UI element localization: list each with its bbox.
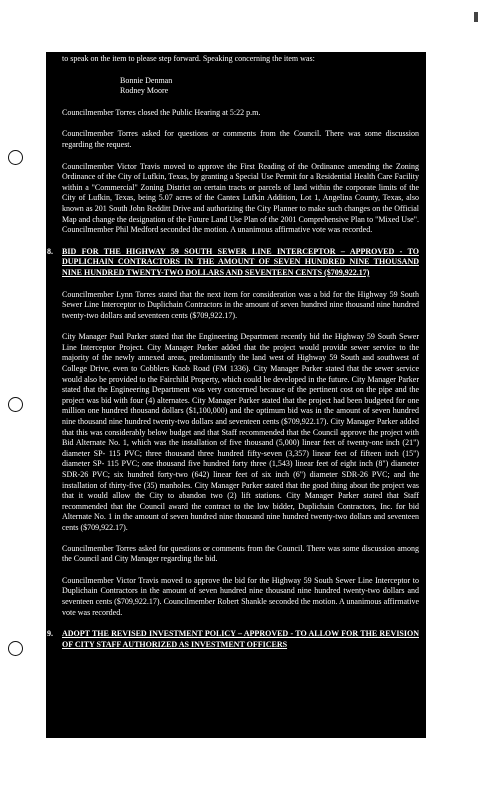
punch-hole-icon xyxy=(8,150,23,165)
item-number: 9. xyxy=(47,629,53,639)
minutes-content xyxy=(47,54,419,661)
intro-line: to speak on the item to please step forward. Speaking concerning the item was: xyxy=(62,54,315,63)
hearing-closed-paragraph: Councilmember Torres closed the Public Hearing at 5:22 p.m. xyxy=(62,107,261,117)
item-heading: ADOPT THE REVISED INVESTMENT POLICY – APPROVED - TO ALLOW FOR THE REVISION OF CITY STAFF AUTHORIZED AS INVESTMENT OFFICERS xyxy=(62,629,419,649)
torres-next-item-paragraph: Councilmember Lynn Torres stated that the next item for consideration was a bid for the Highway 59 South Sewer Line Interceptor to Duplichain Contractors in the amount of seven hundred nine thousand nine hundred twenty-two dollars and seventeen cents ($709,922.17). xyxy=(62,289,419,320)
parker-report-paragraph: City Manager Paul Parker stated that the Engineering Department recently bid the Highway 59 South Sewer Line Interceptor Project. City Manager Parker added that the project would provide sewer service to the majority of the newly annexed areas, predominantly the land west of Highway 59 South and southwest of College Drive, even to Cobblers Knob Road (FM 1336). City Manager Parker stated that the sewer service would also be provided to the Fairchild Property, which could be developed in the future. City Manager Parker stated that the Engineering Department was very concerned because of the pertinent cost on the pipe and the project was bid with four (4) alternates. City Manager Parker stated that the project had been budgeted for one million one hundred thousand dollars ($1,100,000) and the optimum bid was in the amount of seven hundred nine thousand nine hundred twenty-two dollars and seventeen cents ($709,922.17). City Manager Parker added that this was considerably below budget and that Staff recommended that the Council approve the project with Bid Alternate No. 1, which was the installation of five thousand (5,000) linear feet of twenty-one inch (21") diameter SP- 115 PVC; three thousand three hundred fifty-seven (3,357) linear feet of fifteen inch (15") diameter SP- 115 PVC; one thousand five hundred forty three (1,543) linear feet of eight inch (8") diameter SDR-26 PVC; six hundred forty-two (642) linear feet of six inch (6") diameter SDR-26 PVC; and the installation of thirty-five (35) manholes. City Manager Parker stated that the good thing about the project was that it would allow the City to abandon two (2) lift stations. City Manager Parker stated that Staff recommended that the Council award the contract to the low bidder, Duplichain Contractors, Inc. for bid Alternate No. 1 in the amount of seven hundred nine thousand nine hundred twenty-two dollars and seventeen cents ($709,922.17). xyxy=(62,332,419,532)
item-number: 8. xyxy=(47,246,53,256)
page-edge-mark xyxy=(474,12,478,22)
punch-hole-icon xyxy=(8,641,23,656)
motion-paragraph: Councilmember Victor Travis moved to approve the First Reading of the Ordinance amending the Zoning Ordinance of the City of Lufkin, Texas, by granting a Special Use Permit for a Residential Health Care Facility within a "Commercial" Zoning District on certain tracts or parcels of land within the corporate limits of the City of Lufkin, Texas, being 5.07 acres of the Cantex Lufkin Addition, Lot 1, Angelina County, Texas, also known as 201 South John Redditt Drive and authorizing the City Planner to make such changes on the Official Map and change the designation of the Future Land Use Plan of the 2001 Comprehensive Plan to "Mixed Use". Councilmember Phil Medford seconded the motion. A unanimous affirmative vote was recorded. xyxy=(62,161,419,235)
speaker-name: Bonnie Denman xyxy=(120,75,173,85)
item-heading: BID FOR THE HIGHWAY 59 SOUTH SEWER LINE INTERCEPTOR – APPROVED - TO DUPLICHAIN CONTRACTORS IN THE AMOUNT OF SEVEN HUNDRED NINE THOUSAND NINE HUNDRED TWENTY-TWO DOLLARS AND SEVENTEEN CENTS ($709,922.17) xyxy=(62,246,419,277)
speaker-name: Rodney Moore xyxy=(120,86,169,96)
travis-motion-paragraph: Councilmember Victor Travis moved to approve the bid for the Highway 59 South Sewer Line Interceptor to Duplichain Contractors in the amount of seven hundred nine thousand nine hundred twenty-two dollars and seventeen cents ($709,922.17). Councilmember Robert Shankle seconded the motion. A unanimous affirmative vote was recorded. xyxy=(62,575,419,617)
agenda-item-8 xyxy=(47,246,419,279)
speaker-list xyxy=(120,76,419,97)
torres-discussion-paragraph: Councilmember Torres asked for questions or comments from the Council. There was some discussion among the Council and City Manager regarding the bid. xyxy=(62,543,419,564)
agenda-item-9 xyxy=(47,629,419,650)
punch-hole-icon xyxy=(8,397,23,412)
minutes-text-block xyxy=(46,52,426,738)
questions-paragraph: Councilmember Torres asked for questions or comments from the Council. There was some discussion regarding the request. xyxy=(62,129,419,149)
